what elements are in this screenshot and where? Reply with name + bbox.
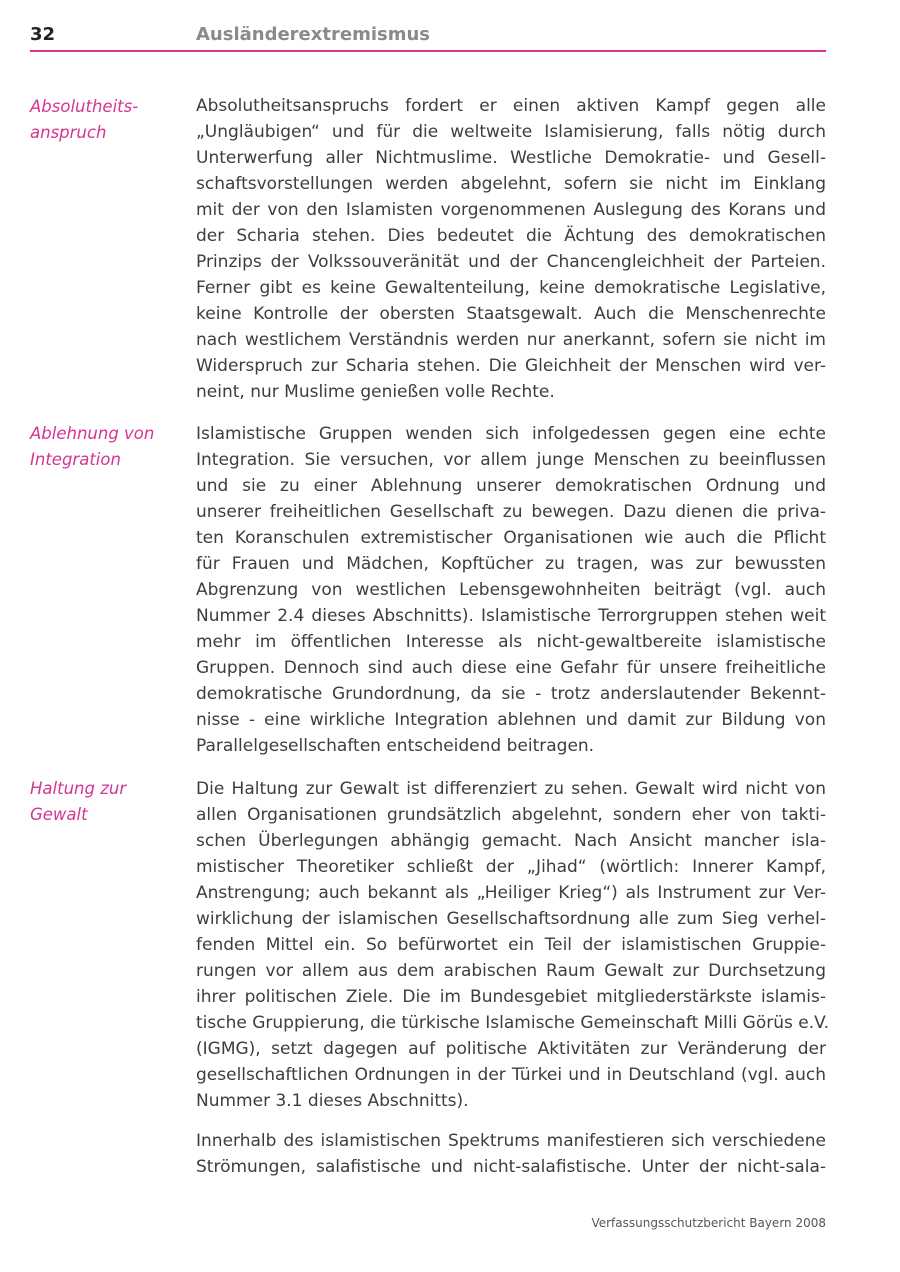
- text-line: Unterwerfung aller Nichtmuslime. Westliche Demokratie- und Gesell-: [196, 148, 826, 168]
- margin-note-line: anspruch: [30, 123, 107, 142]
- text-line: Strömungen, salafistische und nicht-salafistische. Unter der nicht-sala-: [196, 1157, 826, 1177]
- text-line: neint, nur Muslime genießen volle Rechte.: [196, 382, 555, 402]
- text-line: Ferner gibt es keine Gewaltenteilung, keine demokratische Legislative,: [196, 278, 826, 298]
- text-line: (IGMG), setzt dagegen auf politische Aktivitäten zur Veränderung der: [196, 1039, 826, 1059]
- text-line: ihrer politischen Ziele. Die im Bundesgebiet mitgliederstärkste islamis-: [196, 987, 826, 1007]
- text-line: Abgrenzung von westlichen Lebensgewohnheiten beiträgt (vgl. auch: [196, 580, 826, 600]
- text-line: Die Haltung zur Gewalt ist differenziert zu sehen. Gewalt wird nicht von: [196, 779, 826, 799]
- header-rule: [30, 50, 826, 52]
- text-line: gesellschaftlichen Ordnungen in der Türkei und in Deutschland (vgl. auch: [196, 1065, 826, 1085]
- paragraph: [196, 421, 826, 759]
- text-line: allen Organisationen grundsätzlich abgelehnt, sondern eher von takti-: [196, 805, 826, 825]
- text-line: tische Gruppierung, die türkische Islamische Gemeinschaft Milli Görüs e.V.: [196, 1013, 829, 1033]
- text-line: nach westlichem Verständnis werden nur anerkannt, sofern sie nicht im: [196, 330, 826, 350]
- text-line: für Frauen und Mädchen, Kopftücher zu tragen, was zur bewussten: [196, 554, 826, 574]
- margin-note: [30, 421, 180, 473]
- paragraph: [196, 93, 826, 405]
- margin-note-line: Gewalt: [30, 805, 88, 824]
- text-line: Nummer 2.4 dieses Abschnitts). Islamistische Terrorgruppen stehen weit: [196, 606, 826, 626]
- text-line: Integration. Sie versuchen, vor allem junge Menschen zu beeinflussen: [196, 450, 826, 470]
- page-header: [30, 22, 826, 52]
- text-line: Innerhalb des islamistischen Spektrums manifestieren sich verschiedene: [196, 1131, 826, 1151]
- text-line: keine Kontrolle der obersten Staatsgewalt. Auch die Menschenrechte: [196, 304, 826, 324]
- text-line: rungen vor allem aus dem arabischen Raum Gewalt zur Durchsetzung: [196, 961, 826, 981]
- paragraph: [196, 776, 829, 1114]
- text-line: Gruppen. Dennoch sind auch diese eine Gefahr für unsere freiheitliche: [196, 658, 826, 678]
- text-line: Parallelgesellschaften entscheidend beitragen.: [196, 736, 595, 756]
- page-number: 32: [30, 24, 56, 45]
- margin-note-line: Integration: [30, 450, 121, 469]
- margin-note-line: Ablehnung von: [30, 424, 155, 443]
- text-line: Anstrengung; auch bekannt als „Heiliger Krieg“) als Instrument zur Ver-: [196, 883, 826, 903]
- text-line: Islamistische Gruppen wenden sich infolgedessen gegen eine echte: [196, 424, 826, 444]
- text-line: ten Koranschulen extremistischer Organisationen wie auch die Pflicht: [196, 528, 826, 548]
- text-line: fenden Mittel ein. So befürwortet ein Teil der islamistischen Gruppie-: [196, 935, 826, 955]
- text-line: demokratische Grundordnung, da sie - trotz anderslautender Bekennt-: [196, 684, 826, 704]
- text-line: „Ungläubigen“ und für die weltweite Islamisierung, falls nötig durch: [196, 122, 826, 142]
- text-line: Widerspruch zur Scharia stehen. Die Gleichheit der Menschen wird ver-: [196, 356, 826, 376]
- running-title: Ausländerextremismus: [196, 24, 430, 45]
- text-line: schen Überlegungen abhängig gemacht. Nach Ansicht mancher isla-: [196, 831, 826, 851]
- text-line: mit der von den Islamisten vorgenommenen Auslegung des Korans und: [196, 200, 826, 220]
- page-footer: Verfassungsschutzbericht Bayern 2008: [591, 1216, 826, 1230]
- text-line: der Scharia stehen. Dies bedeutet die Ächtung des demokratischen: [196, 226, 826, 246]
- text-line: mistischer Theoretiker schließt der „Jihad“ (wörtlich: Innerer Kampf,: [196, 857, 826, 877]
- text-line: nisse - eine wirkliche Integration ablehnen und damit zur Bildung von: [196, 710, 826, 730]
- text-line: unserer freiheitlichen Gesellschaft zu bewegen. Dazu dienen die priva-: [196, 502, 826, 522]
- margin-note: [30, 776, 180, 828]
- text-line: und sie zu einer Ablehnung unserer demokratischen Ordnung und: [196, 476, 826, 496]
- margin-note-line: Haltung zur: [30, 779, 127, 798]
- text-line: Absolutheitsanspruchs fordert er einen aktiven Kampf gegen alle: [196, 96, 826, 116]
- text-line: mehr im öffentlichen Interesse als nicht-gewaltbereite islamistische: [196, 632, 826, 652]
- text-line: schaftsvorstellungen werden abgelehnt, sofern sie nicht im Einklang: [196, 174, 826, 194]
- paragraph: [196, 1128, 826, 1180]
- margin-note-line: Absolutheits-: [30, 97, 139, 116]
- text-line: wirklichung der islamischen Gesellschaftsordnung alle zum Sieg verhel-: [196, 909, 826, 929]
- margin-note: [30, 94, 180, 146]
- text-line: Prinzips der Volkssouveränität und der Chancengleichheit der Parteien.: [196, 252, 826, 272]
- text-line: Nummer 3.1 dieses Abschnitts).: [196, 1091, 469, 1111]
